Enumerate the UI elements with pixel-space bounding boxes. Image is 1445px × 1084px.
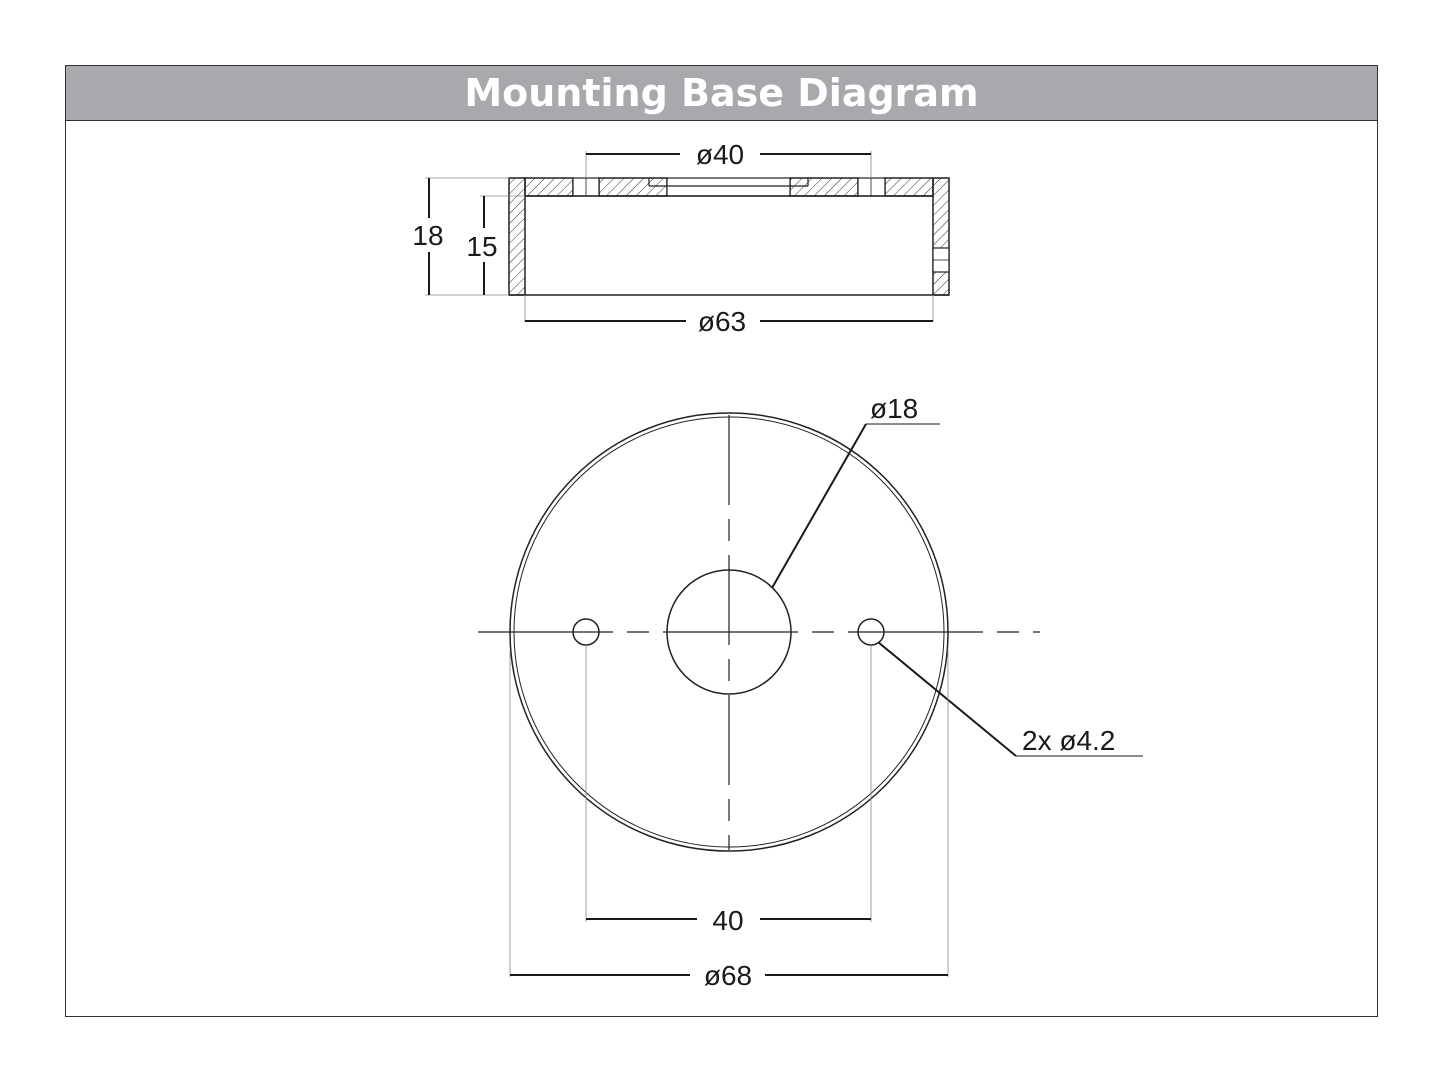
top-plate-inner-right <box>790 178 858 196</box>
dim-outer-diameter: ø68 <box>703 960 753 991</box>
top-plate-left <box>525 178 573 196</box>
label-mounting-holes: 2x ø4.2 <box>1022 725 1116 756</box>
diagram-title: Mounting Base Diagram <box>464 71 979 115</box>
center-opening <box>667 178 790 196</box>
dim-top-diameter: ø40 <box>695 139 745 170</box>
top-plate-right <box>885 178 933 196</box>
label-center-hole: ø18 <box>870 393 919 424</box>
side-section-view <box>412 139 949 337</box>
dim-hole-spacing: 40 <box>712 905 744 936</box>
top-plate-inner-left <box>599 178 667 196</box>
right-wall <box>933 178 949 295</box>
dim-outer-height: 18 <box>412 220 444 251</box>
dim-inner-height: 15 <box>466 231 498 262</box>
screw-hole-right <box>858 178 885 196</box>
plan-view <box>478 393 1143 991</box>
dim-bottom-diameter: ø63 <box>697 306 747 337</box>
left-wall <box>509 178 525 295</box>
